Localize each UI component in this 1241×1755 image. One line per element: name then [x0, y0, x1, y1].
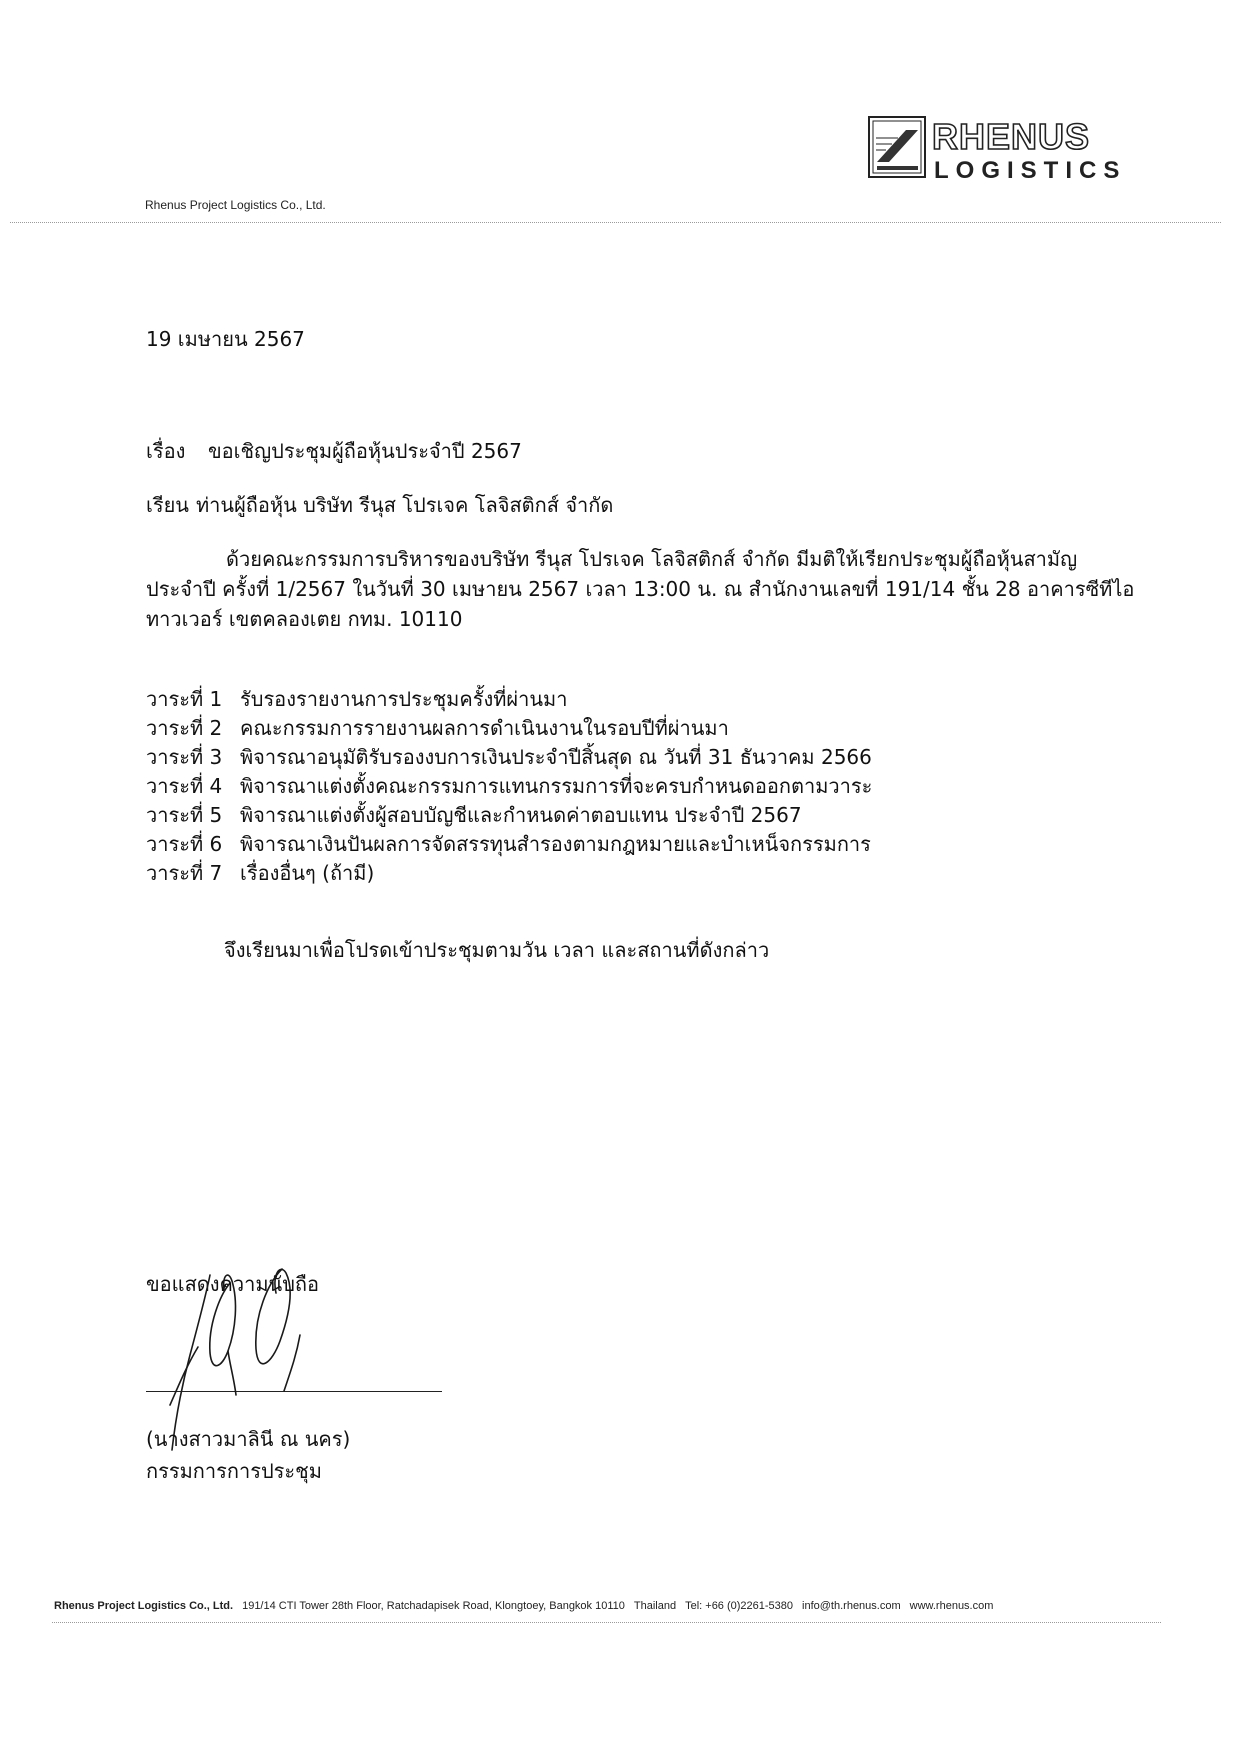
agenda-item	[146, 743, 872, 772]
agenda-text: รับรองรายงานการประชุมครั้งที่ผ่านมา	[240, 687, 568, 711]
addressee-label: เรียน	[146, 493, 189, 517]
agenda-number: วาระที่ 7	[146, 861, 223, 885]
agenda-item	[146, 801, 872, 830]
agenda-item	[146, 685, 872, 714]
agenda-number: วาระที่ 5	[146, 803, 223, 827]
agenda-item	[146, 830, 872, 859]
agenda-number: วาระที่ 1	[146, 687, 223, 711]
body-line: ทาวเวอร์ เขตคลองเตย กทม. 10110	[146, 607, 463, 631]
footer-company: Rhenus Project Logistics Co., Ltd.	[54, 1600, 234, 1612]
footer-divider	[52, 1622, 1161, 1623]
agenda-text: พิจารณาแต่งตั้งผู้สอบบัญชีและกำหนดค่าตอบแทน ประจำปี 2567	[240, 803, 802, 827]
letter-date: 19 เมษายน 2567	[146, 327, 305, 351]
agenda-text: พิจารณาเงินปันผลการจัดสรรทุนสำรองตามกฎหมายและบำเหน็จกรรมการ	[240, 832, 871, 856]
agenda-number: วาระที่ 4	[146, 774, 223, 798]
signer-name: (นางสาวมาลินี ณ นคร)	[146, 1427, 351, 1451]
agenda-text: คณะกรรมการรายงานผลการดำเนินงานในรอบปีที่ผ่านมา	[240, 716, 729, 740]
subject-text: ขอเชิญประชุมผู้ถือหุ้นประจำปี 2567	[208, 439, 522, 463]
body-line: ด้วยคณะกรรมการบริหารของบริษัท รีนุส โปรเจค โลจิสติกส์ จำกัด มีมติให้เรียกประชุมผู้ถือหุ้นสามัญ	[226, 547, 1078, 571]
letter-addressee	[146, 490, 613, 520]
footer-phone: Tel: +66 (0)2261-5380	[685, 1600, 794, 1612]
addressee-text: ท่านผู้ถือหุ้น บริษัท รีนุส โปรเจค โลจิสติกส์ จำกัด	[196, 493, 614, 517]
agenda-number: วาระที่ 2	[146, 716, 223, 740]
letter-subject	[146, 436, 522, 466]
footer-email[interactable]: info@th.rhenus.com	[802, 1600, 901, 1612]
agenda-text: เรื่องอื่นๆ (ถ้ามี)	[240, 861, 375, 885]
letter-regards: ขอแสดงความนับถือ	[146, 1272, 320, 1296]
body-line: ประจำปี ครั้งที่ 1/2567 ในวันที่ 30 เมษายน 2567 เวลา 13:00 น. ณ สำนักงานเลขที่ 191/14 ชั้น 28 อาคารซีทีไอ	[146, 577, 1135, 601]
agenda-item	[146, 772, 872, 801]
svg-text:LOGISTICS: LOGISTICS	[934, 157, 1127, 182]
agenda-number: วาระที่ 6	[146, 832, 223, 856]
header-company-name: Rhenus Project Logistics Co., Ltd.	[145, 198, 326, 212]
footer-website[interactable]: www.rhenus.com	[909, 1600, 994, 1612]
agenda-number: วาระที่ 3	[146, 745, 223, 769]
rhenus-logo	[868, 116, 1198, 182]
rhenus-logo-graphic	[868, 116, 1198, 182]
agenda-text: พิจารณาแต่งตั้งคณะกรรมการแทนกรรมการที่จะครบกำหนดออกตามวาระ	[240, 774, 873, 798]
signer-title: กรรมการการประชุม	[146, 1459, 322, 1483]
agenda-text: พิจารณาอนุมัติรับรองงบการเงินประจำปีสิ้นสุด ณ วันที่ 31 ธันวาคม 2566	[240, 745, 872, 769]
footer	[54, 1600, 1002, 1612]
subject-label: เรื่อง	[146, 439, 186, 463]
header-divider	[10, 222, 1221, 223]
footer-country: Thailand	[633, 1600, 677, 1612]
svg-text:RHENUS: RHENUS	[932, 116, 1091, 157]
letter-body	[146, 544, 1206, 634]
agenda-list	[146, 685, 872, 888]
letter-closing: จึงเรียนมาเพื่อโปรดเข้าประชุมตามวัน เวลา และสถานที่ดังกล่าว	[224, 938, 770, 962]
agenda-item	[146, 714, 872, 743]
footer-address: 191/14 CTI Tower 28th Floor, Ratchadapisek Road, Klongtoey, Bangkok 10110	[242, 1600, 625, 1612]
agenda-item	[146, 859, 872, 888]
